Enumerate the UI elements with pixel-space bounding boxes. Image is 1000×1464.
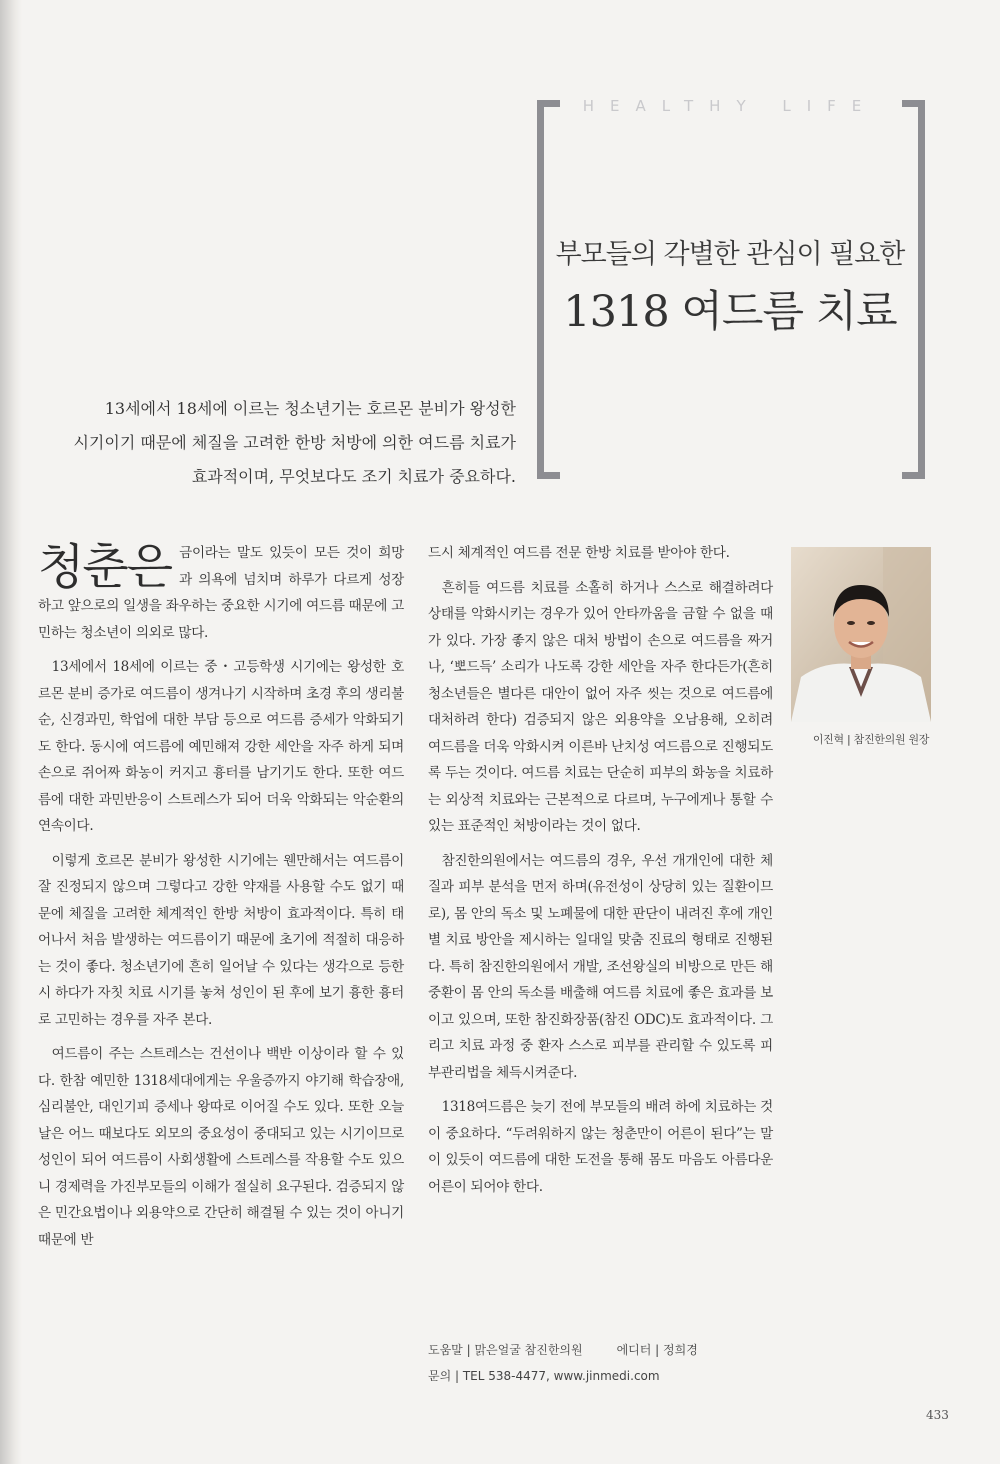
credit-contact: 문의 | TEL 538-4477, www.jinmedi.com	[428, 1369, 660, 1383]
page-gutter-shadow	[0, 0, 22, 1464]
body-paragraph: 이렇게 호르몬 분비가 왕성한 시기에는 웬만해서는 여드름이 잘 진정되지 않으며 그렇다고 강한 약재를 사용할 수도 없기 때문에 체질을 고려한 체계적인 한방 처방이 효과적이다. 특히 태어나서 처음 발생하는 여드름이기 때문에 초기에 적절히 대응하는 것이 좋다. 청소년기에 흔히 일어날 수 있다는 생각으로 등한시 하다가 자칫 치료 시기를 놓쳐 성인이 된 후에 보기 흉한 흉터로 고민하는 경우를 자주 본다.	[38, 852, 404, 1028]
photo-caption: 이진혁 | 참진한의원 원장	[812, 733, 930, 746]
portrait-illustration	[791, 547, 931, 722]
doctor-portrait-photo	[791, 547, 931, 722]
body-text: 금이라는 말도 있듯이 모든 것이 희망과 의욕에 넘치며 하루가 다르게 성장하고 앞으로의 일생을 좌우하는 중요한 시기에 여드름 때문에 고민하는 청소년이 의외로 많다.	[38, 545, 404, 641]
page-number: 433	[926, 1408, 949, 1422]
body-column-right	[428, 540, 773, 1200]
drop-cap: 청춘은	[38, 539, 172, 595]
lead-line: 13세에서 18세에 이르는 청소년기는 호르몬 분비가 왕성한	[104, 399, 516, 418]
credit-editor: 에디터 | 정희경	[616, 1343, 698, 1357]
article-credits	[428, 1337, 848, 1389]
section-label: HEALTHY LIFE	[575, 95, 885, 117]
body-paragraph	[38, 540, 404, 646]
body-paragraph: 13세에서 18세에 이르는 중・고등학생 시기에는 왕성한 호르몬 분비 증가로 여드름이 생겨나기 시작하며 초경 후의 생리불순, 신경과민, 학업에 대한 부담 등으로 여드름 증세가 악화되기도 한다. 동시에 여드름에 예민해져 강한 세안을 자주 하게 되며 손으로 쥐어짜 화농이 커지고 흉터를 남기기도 한다. 또한 여드름에 대한 과민반응이 스트레스가 되어 더욱 악화되는 악순환의 연속이다.	[38, 659, 404, 834]
lead-line: 시기이기 때문에 체질을 고려한 한방 처방에 의한 여드름 치료가	[73, 433, 516, 452]
body-paragraph: 1318여드름은 늦기 전에 부모들의 배려 하에 치료하는 것이 중요하다. “두려워하지 않는 청춘만이 어른이 된다”는 말이 있듯이 여드름에 대한 도전을 통해 몸도 마음도 아름다운 어른이 되어야 한다.	[428, 1099, 773, 1195]
body-paragraph: 흔히들 여드름 치료를 소홀히 하거나 스스로 해결하려다 상태를 악화시키는 경우가 있어 안타까움을 금할 수 없을 때가 있다. 가장 좋지 않은 대처 방법이 손으로 여드름을 짜거나, ‘뽀드득’ 소리가 나도록 강한 세안을 자주 한다든가(흔히 청소년들은 별다른 대안이 없어 자주 씻는 것으로 여드름에 대처하려 한다) 검증되지 않은 외용약을 오남용해, 오히려 여드름을 더욱 악화시켜 이른바 난치성 여드름으로 진행되도록 두는 것이다. 여드름 치료는 단순히 피부의 화농을 치료하는 외상적 치료와는 근본적으로 다르며, 누구에게나 통할 수 있는 표준적인 처방이라는 것이 없다.	[428, 579, 773, 834]
article-subtitle: 부모들의 각별한 관심이 필요한	[555, 239, 905, 270]
body-column-left	[38, 540, 404, 1253]
credit-help: 도움말 | 맑은얼굴 참진한의원	[428, 1343, 583, 1357]
lead-paragraph	[60, 392, 516, 494]
body-paragraph: 드시 체계적인 여드름 전문 한방 치료를 받아야 한다.	[428, 545, 730, 561]
article-title: 1318 여드름 치료	[563, 287, 897, 337]
body-paragraph: 여드름이 주는 스트레스는 건선이나 백반 이상이라 할 수 있다. 한참 예민한 1318세대에게는 우울증까지 야기해 학습장애, 심리불안, 대인기피 증세나 왕따로 이어질 수도 있다. 또한 오늘날은 어느 때보다도 외모의 중요성이 중대되고 있는 시기이므로 성인이 되어 여드름이 사회생활에 스트레스를 작용할 수도 있으니 경제력을 가진부모들의 이해가 절실히 요구된다. 검증되지 않은 민간요법이나 외용약으로 간단히 해결될 수 있는 것이 아니기 때문에 반	[38, 1046, 404, 1248]
lead-line: 효과적이며, 무엇보다도 조기 치료가 중요하다.	[191, 467, 516, 486]
body-paragraph: 참진한의원에서는 여드름의 경우, 우선 개개인에 대한 체질과 피부 분석을 먼저 하며(유전성이 상당히 있는 질환이므로), 몸 안의 독소 및 노폐물에 대한 판단이 내려진 후에 개인별 치료 방안을 제시하는 일대일 맞춤 진료의 형태로 진행된다. 특히 참진한의원에서 개발, 조선왕실의 비방으로 만든 해중환이 몸 안의 독소를 배출해 여드름 치료에 좋은 효과를 보이고 있으며, 또한 참진화장품(참진 ODC)도 효과적이다. 그리고 치료 과정 중 환자 스스로 피부를 관리할 수 있도록 피부관리법을 체득시켜준다.	[428, 852, 773, 1081]
